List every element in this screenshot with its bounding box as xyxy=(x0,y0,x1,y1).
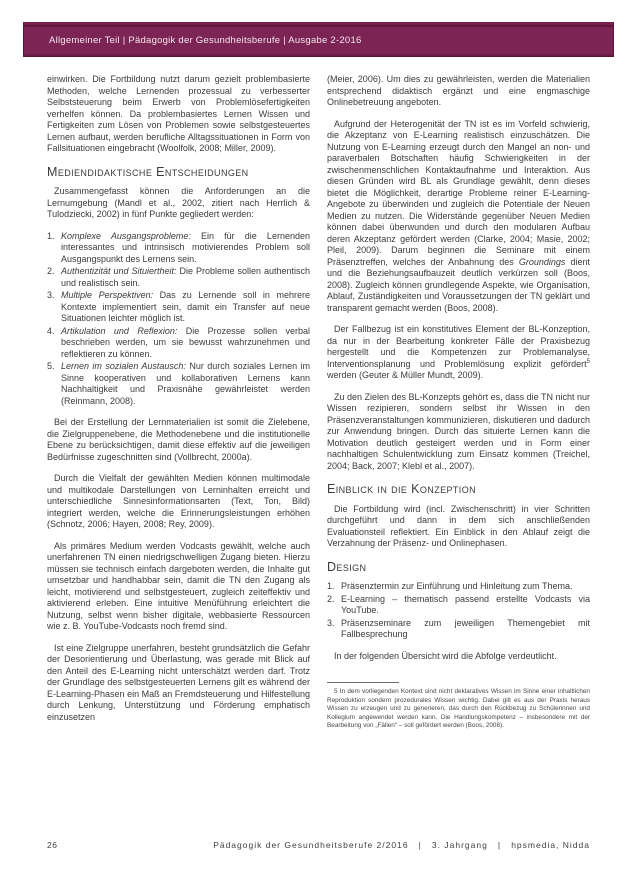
list-number: 3. xyxy=(327,617,335,628)
paragraph-continuation: (Meier, 2006). Um dies zu gewährleisten, werden die Materialien entsprechend didaktisch ergänzt und eine engmaschige Onlinebetreuung angeboten. xyxy=(327,74,590,107)
journal-imprint: Pädagogik der Gesundheitsberufe 2/2016 | 3. Jahrgang | hpsmedia, Nidda xyxy=(213,840,590,850)
page-number: 26 xyxy=(47,840,58,850)
paragraph xyxy=(327,119,590,315)
list-item xyxy=(47,290,310,325)
two-column-body xyxy=(47,74,590,741)
paragraph: In der folgenden Übersicht wird die Abfolge verdeutlicht. xyxy=(334,650,557,661)
list-item xyxy=(47,266,310,289)
footnote xyxy=(327,688,590,731)
paragraph: Bei der Erstellung der Lernmaterialien ist somit die Zielebene, die Zielgruppenebene, die Methodenebene und die institutionelle Ebene zu berücksichtigen, damit diese effektiv auf die jeweiligen Bedürfnisse zugeschnitten sind (Vollbrecht, 2000a). xyxy=(47,417,310,462)
list-item-text: Präsenztermin zur Einführung und Hinleitung zum Thema. xyxy=(341,581,573,591)
list-number: 2. xyxy=(47,266,55,276)
list-number: 3. xyxy=(47,290,55,300)
list-item-text: E-Learning – thematisch passend erstellte Vodcasts via YouTube. xyxy=(341,593,590,615)
footnote-text: In dem vorliegenden Kontext sind nicht deklaratives Wissen im Sinne einer inhaltlichen Reproduktion sondern prozedurales Wissen wichtig. Dabei gilt es aus der Praxis heraus Wissen zu erzeugen und zu generieren, das durch den Rückbezug zu Schülerinnen und Kollegium angewendet werden kann. Die Handlungskompetenz – insbesondere mit der Bearbeitung von „Fällen“ – soll gefördert werden (Boos, 2008). xyxy=(327,688,590,730)
paragraph-text: Aufgrund der Heterogenität der TN ist es im Vorfeld schwierig, die Akzeptanz von E-Learning realistisch einzuschätzen. Die Nutzung von E-Learning erzeugt durch den Mangel an non- und paraverbalen Botschaften häufig Schwierigkeiten in der zwischenmenschlichen Kontaktaufnahme und Interaktion. Aus diesen Gründen wird BL als Grundlage gewählt, denn dieses bietet die Möglichkeit, derartige Probleme reiner E-Learning-Angebote zu überwinden und zugleich die Potentiale der Neuen Medien zu nutzen. Die Widerstände gegenüber Neuen Medien können dabei überwunden und durch den modularen Aufbau deren Akzeptanz gefördert werden (Clarke, 2004; Masie, 2002; Pleil, 2009). Darum beginnen die Seminare mit einem Präsenztreffen, welches der Anbahnung des xyxy=(327,118,590,267)
right-column xyxy=(327,74,590,741)
list-item-text: Ein für die Lernenden interessantes und intrinsisch motivierendes Problem soll Ausgangspunkt des Lernens sein. xyxy=(61,230,310,264)
list-number: 4. xyxy=(47,325,55,336)
section-heading-mediendidaktik: Mediendidaktische Entscheidungen xyxy=(47,164,249,179)
paragraph xyxy=(327,324,590,382)
paragraph: Ist eine Zielgruppe unerfahren, besteht grundsätzlich die Gefahr der Desorientierung und Überlastung, was gerade mit Blick auf den Anteil des E-Learning nicht unterschätzt werden darf. Trotz der Grundlage des selbstgesteuerten Lernens gilt es während der E-Learning-Phasen ein Maß an Fremdsteuerung und Hilfestellung durch Lenkung, Unterstützung und Förderung emphatisch einzusetzen xyxy=(47,642,310,722)
list-item-lead: Lernen im sozialen Austausch: xyxy=(61,361,186,371)
paragraph: Als primäres Medium werden Vodcasts gewählt, welche auch unerfahrenen TN einen niedrigschwelligen Zugang bieten. Hierzu müssen sie technisch einfach dargeboten werden, die Inhalte gut umsetzbar und handhabbar sein, damit die TN den Zugang als leicht, motivierend und selbstgesteuert, zugleich zeiteffektiv und aktivierend erleben. Eine intuitive Menüführung erleichtert die Nutzung, selbst wenn bisher digitale, webbasierte Ressourcen wie z. B. YouTube-Vodcasts noch fremd sind. xyxy=(47,540,310,631)
list-item xyxy=(327,581,590,593)
footnote-separator xyxy=(327,682,399,683)
list-item xyxy=(327,594,590,617)
left-column xyxy=(47,74,310,741)
paragraph-continuation: einwirken. Die Fortbildung nutzt darum gezielt problembasierte Methoden, welche Lernenden prozessual zu verbesserter Selbststeuerung beim Erwerb von Problemlösefertigkeiten verhelfen können. Da problembasiertes Lernen Wissen und Fertigkeiten zum Lösen von Problemen sowie selbstgesteuertes Lernen aufbaut, werden berufliche Alltagssituationen in Form von Fallsituationen eingebracht (Woolfolk, 2008; Miller, 2009). xyxy=(47,74,310,153)
paragraph-text: werden (Geuter & Müller Mundt, 2009). xyxy=(327,370,484,380)
list-item-text: Die Prozesse sollen verbal beschrieben werden, um sie bewusst wahrzunehmen und reflektieren zu können. xyxy=(61,325,310,359)
list-number: 1. xyxy=(327,581,335,591)
list-item-text: Nur durch soziales Lernen im Sinne kooperativen und kollaborativen Lernens kann Nachhaltigkeit und Praxisnähe gewährleistet werden (Reinmann, 2008). xyxy=(61,361,310,406)
list-number: 5. xyxy=(47,361,55,371)
list-item xyxy=(47,361,310,407)
paragraph: Zu den Zielen des BL-Konzepts gehört es, dass die TN nicht nur Wissen rezipieren, sondern selbst ihr Wissen in den Präsenzveranstaltungen kommunizieren, diskutieren und dadurch zur Anwendung bringen. Durch das situierte Lernen kann die Motivation deutlich gesteigert werden und in Form einer nachhaltigen Schulentwicklung zum Einsatz kommen (Treichel, 2004; Back, 2007; Klebl et al., 2007). xyxy=(327,391,590,471)
list-number: 2. xyxy=(327,593,335,604)
numbered-list-design xyxy=(327,581,590,641)
running-header: Allgemeiner Teil | Pädagogik der Gesundheitsberufe | Ausgabe 2-2016 xyxy=(49,35,362,46)
list-item-lead: Komplexe Ausgangsprobleme: xyxy=(61,230,191,241)
list-item-text: Das zu Lernende soll in mehrere Kontexte implementiert sein, damit ein Transfer auf neue Situationen leichter möglich ist. xyxy=(61,290,310,323)
paragraph-text: Der Fallbezug ist ein konstitutives Element der BL-Konzeption, da nur in der Bearbeitung konkreter Fälle der Praxisbezug hergestellt und die Kompetenzen zur Problemanalyse, Interventionsplanung und Problemlösung explizit gefördert xyxy=(327,324,590,369)
list-item xyxy=(47,326,310,361)
paragraph-text: dient und die Beziehungsaufbauzeit deutlich verkürzen soll (Boos, 2008). Zugleich können grundlegende Aspekte, wie Organisation, Ablauf, Zuständigkeiten und Voraussetzungen der TN geklärt und transparent gemacht werden (Boos, 2008). xyxy=(327,256,590,313)
italic-term: Groundings xyxy=(518,256,566,267)
numbered-list-requirements xyxy=(47,231,310,408)
list-item xyxy=(47,231,310,266)
page-footer xyxy=(47,840,590,850)
list-item xyxy=(327,618,590,641)
list-item-lead: Authentizität und Situiertheit: xyxy=(61,266,177,276)
section-heading-einblick: Einblick in die Konzeption xyxy=(327,482,477,496)
list-item-lead: Multiple Perspektiven: xyxy=(61,290,154,300)
paragraph: Zusammengefasst können die Anforderungen an die Lernumgebung (Mandl et al., 2002, zitiert nach Herrlich & Tulodziecki, 2002) in fünf Punkte gegliedert werden: xyxy=(47,186,310,219)
footnote-block xyxy=(327,682,590,731)
footnote-reference: 5 xyxy=(586,358,590,365)
section-heading-design: Design xyxy=(327,559,367,574)
paragraph: Durch die Vielfalt der gewählten Medien können multimodale und multikodale Darstellungen von Lerninhalten erreicht und unterschiedliche Sinnesinformationsarten (Text, Ton, Bild) integriert werden, welche die Erinnerungsleistungen erhöhen (Schnotz, 2006; Hayen, 2008; Rey, 2009). xyxy=(47,473,310,529)
paragraph: Die Fortbildung wird (incl. Zwischenschritt) in vier Schritten durchgeführt und dann in dem sich anschließenden Evaluationsteil reflektiert. Ein Einblick in den Ablauf zeigt die Verzahnung der Präsenz- und Onlinephasen. xyxy=(327,503,590,548)
list-number: 1. xyxy=(47,230,55,241)
footnote-marker: 5 xyxy=(334,688,338,695)
list-item-text: Die Probleme sollen authentisch und realistisch sein. xyxy=(61,266,310,288)
list-item-text: Präsenzseminare zum jeweiligen Themengebiet mit Fallbesprechung xyxy=(341,617,590,639)
page-header-band xyxy=(23,22,614,57)
list-item-lead: Artikulation und Reflexion: xyxy=(61,325,178,336)
